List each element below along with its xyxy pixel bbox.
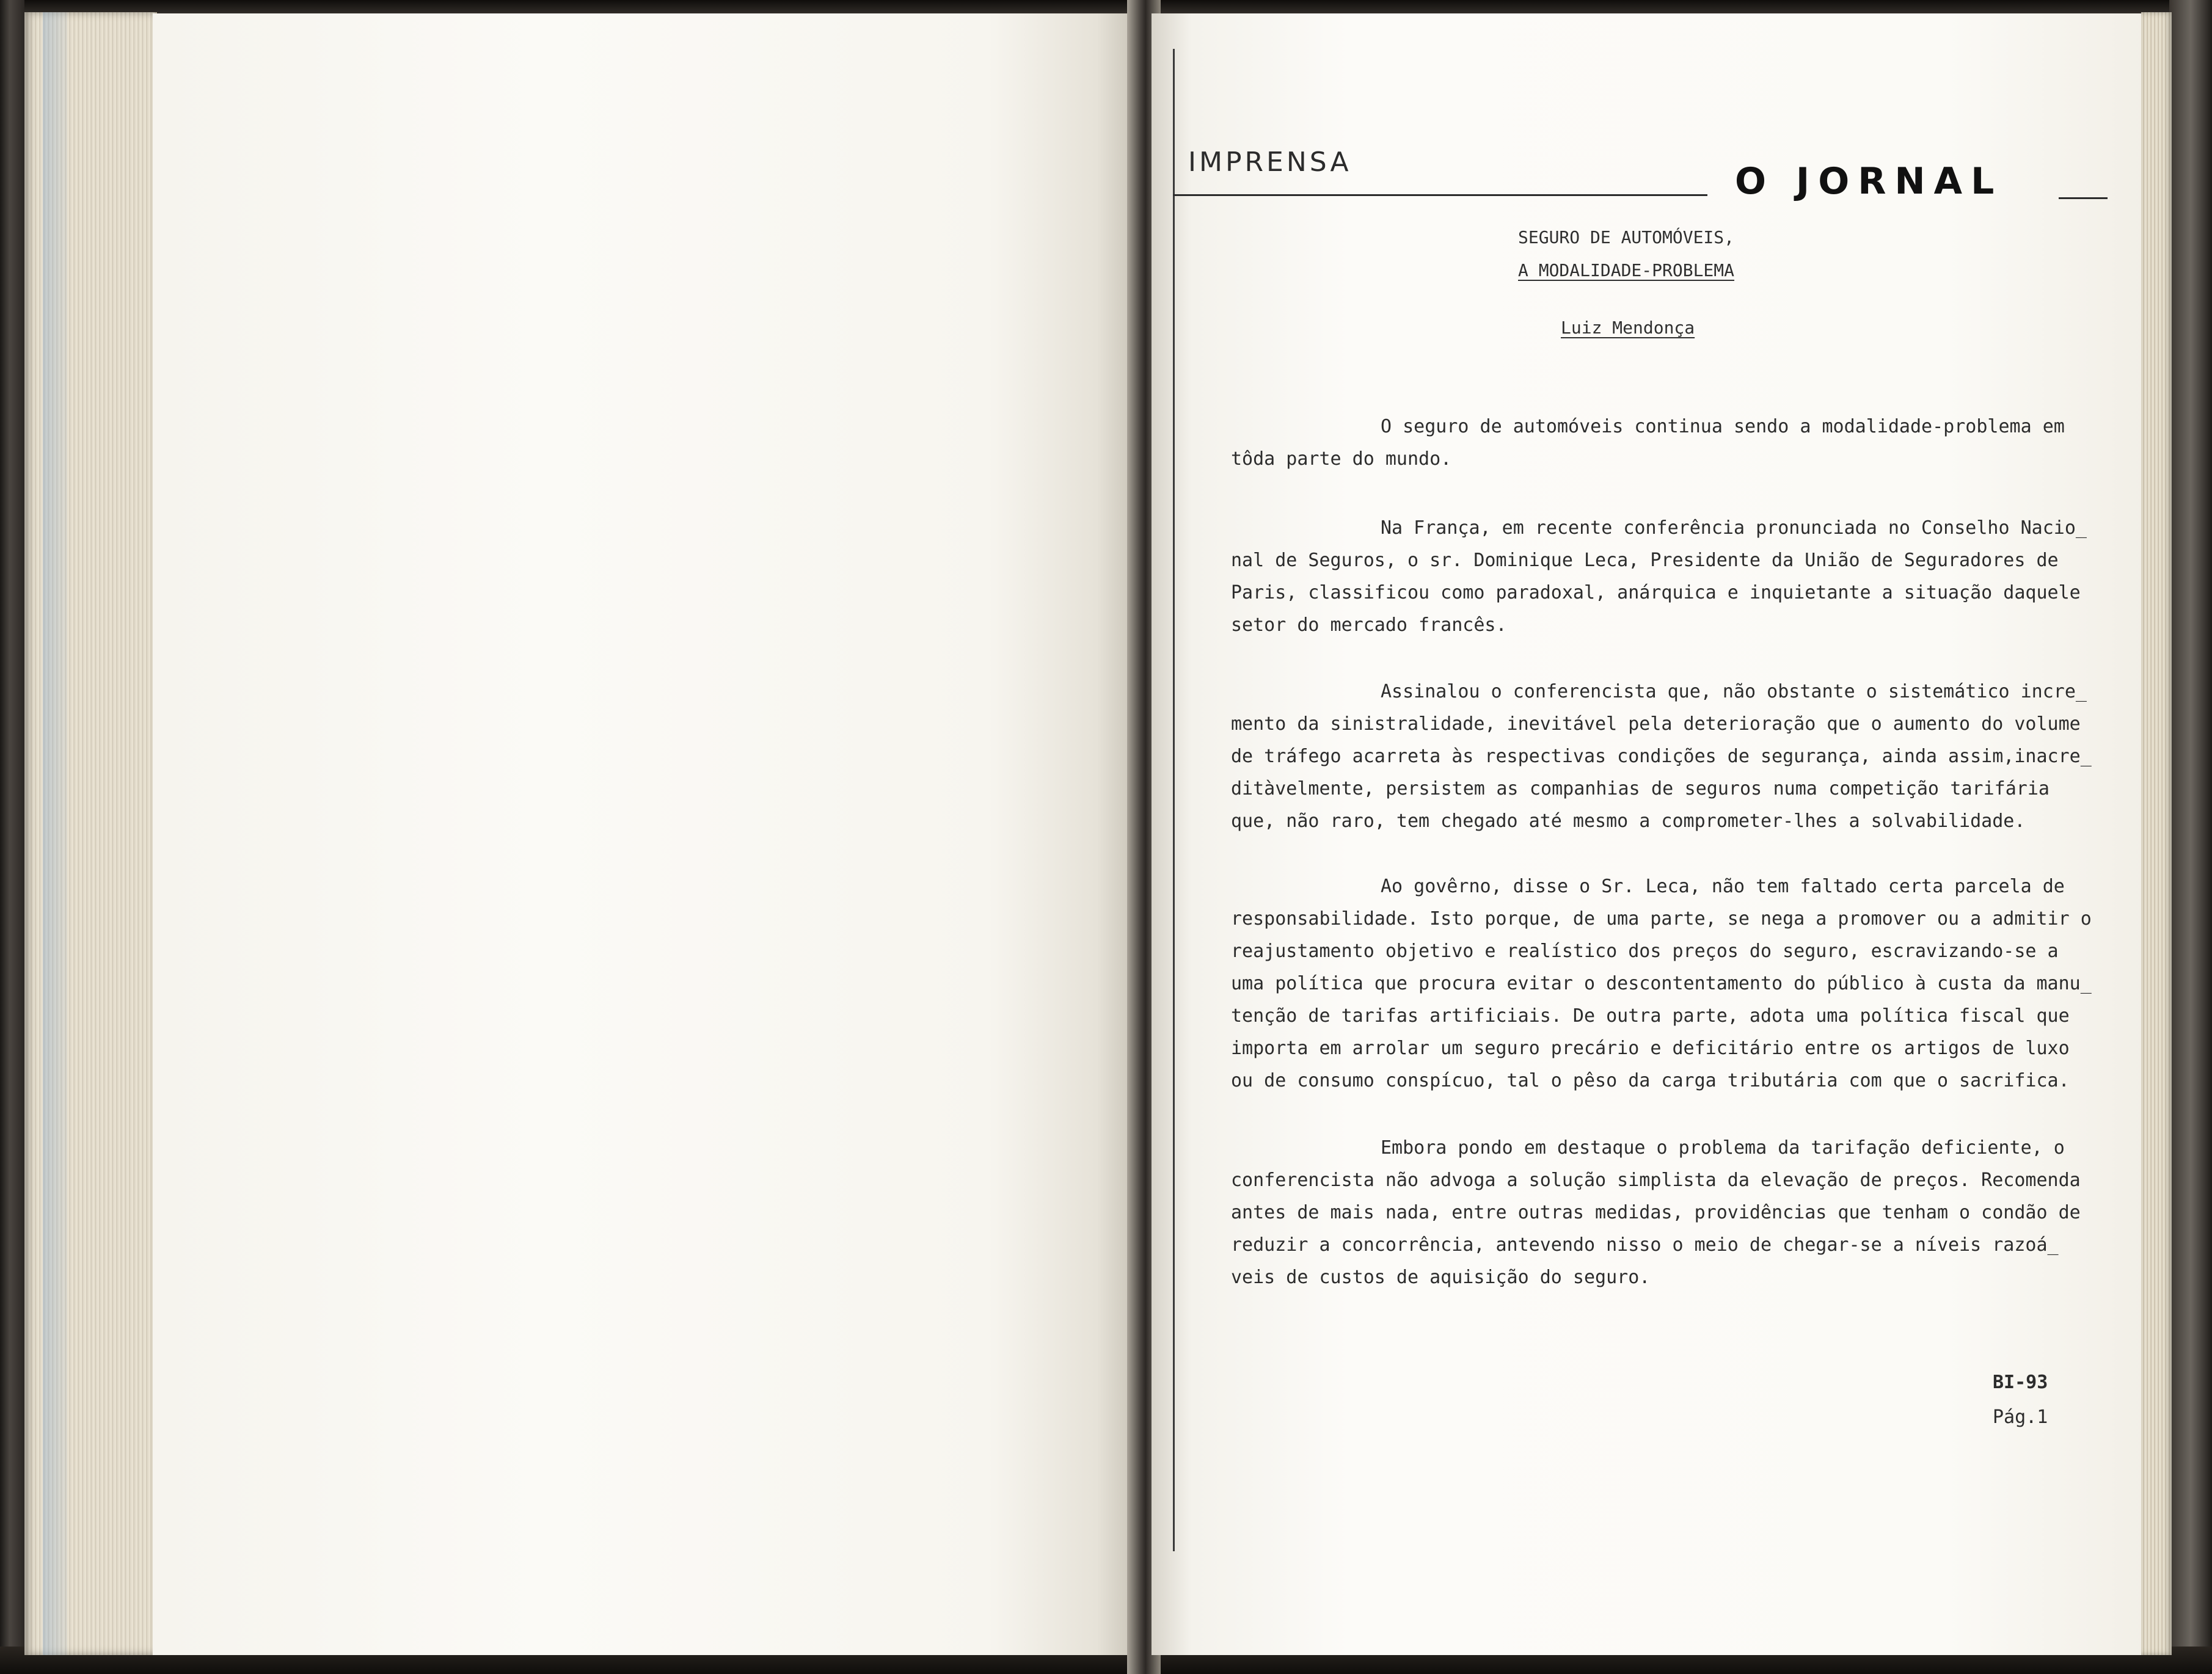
page-info — [1993, 1365, 2048, 1435]
section-label: IMPRENSA — [1188, 147, 1352, 178]
left-binding — [0, 0, 24, 1674]
paragraph-line: responsabilidade. Isto porque, de uma parte, se nega a promover ou a admitir o — [1231, 908, 2092, 930]
paragraph-line: reajustamento objetivo e realístico dos preços do seguro, escravizando-se a — [1231, 941, 2059, 962]
paragraph-line: Paris, classificou como paradoxal, anárquica e inquietante a situação daquele — [1231, 582, 2081, 603]
left-page-edge-tint — [43, 12, 67, 1655]
publication-name: O JORNAL — [1735, 160, 2003, 203]
paragraph-line: veis de custos de aquisição do seguro. — [1231, 1267, 1651, 1288]
paragraph-2 — [1231, 512, 2087, 641]
paragraph-line: uma política que procura evitar o descontentamento do público à custa da manu_ — [1231, 973, 2092, 994]
paragraph-line: O seguro de automóveis continua sendo a modalidade-problema em — [1381, 416, 2065, 437]
paragraph-line: antes de mais nada, entre outras medidas, providências que tenham o condão de — [1231, 1202, 2081, 1223]
paragraph-line: ditàvelmente, persistem as companhias de seguros numa competição tarifária — [1231, 778, 2050, 799]
paragraph-line: Ao govêrno, disse o Sr. Leca, não tem faltado certa parcela de — [1381, 876, 2065, 897]
paragraph-line: Na França, em recente conferência pronunciada no Conselho Nacio_ — [1381, 517, 2087, 539]
paragraph-line: que, não raro, tem chegado até mesmo a comprometer-lhes a solvabilidade. — [1231, 810, 2026, 832]
paragraph-line: tôda parte do mundo. — [1231, 448, 1452, 470]
paragraph-line: reduzir a concorrência, antevendo nisso o meio de chegar-se a níveis razoá_ — [1231, 1234, 2059, 1256]
paragraph-line: Embora pondo em destaque o problema da tarifação deficiente, o — [1381, 1137, 2065, 1159]
paragraph-1 — [1231, 410, 2065, 475]
paragraph-line: importa em arrolar um seguro precário e deficitário entre os artigos de luxo — [1231, 1038, 2070, 1059]
right-page-edges — [2141, 12, 2172, 1655]
paragraph-line: tenção de tarifas artificiais. De outra parte, adota uma política fiscal que — [1231, 1005, 2070, 1027]
title-line-1: SEGURO DE AUTOMÓVEIS, — [1518, 227, 1735, 247]
header-rule — [1173, 194, 1707, 196]
paragraph-5 — [1231, 1132, 2081, 1294]
paragraph-line: ou de consumo conspícuo, tal o pêso da carga tributária com que o sacrifica. — [1231, 1070, 2070, 1091]
paragraph-4 — [1231, 870, 2092, 1097]
article-title — [1518, 221, 1762, 287]
paragraph-line: conferencista não advoga a solução simplista da elevação de preços. Recomenda — [1231, 1170, 2081, 1191]
page-number: Pág.1 — [1993, 1407, 2048, 1428]
left-blank-page — [153, 13, 1136, 1655]
paragraph-line: nal de Seguros, o sr. Dominique Leca, Presidente da União de Seguradores de — [1231, 550, 2059, 571]
paragraph-3 — [1231, 675, 2092, 837]
margin-rule — [1173, 49, 1175, 1551]
paragraph-line: mento da sinistralidade, inevitável pela deterioração que o aumento do volume — [1231, 713, 2081, 735]
title-line-2: A MODALIDADE-PROBLEMA — [1518, 260, 1735, 280]
bulletin-code: BI-93 — [1993, 1372, 2048, 1393]
right-binding — [2169, 0, 2212, 1674]
article-author: Luiz Mendonça — [1561, 318, 1695, 338]
header-rule-end — [2059, 197, 2108, 199]
paragraph-line: de tráfego acarreta às respectivas condições de segurança, ainda assim,inacre_ — [1231, 746, 2092, 767]
paragraph-line: Assinalou o conferencista que, não obstante o sistemático incre_ — [1381, 681, 2087, 702]
paragraph-line: setor do mercado francês. — [1231, 614, 1507, 636]
